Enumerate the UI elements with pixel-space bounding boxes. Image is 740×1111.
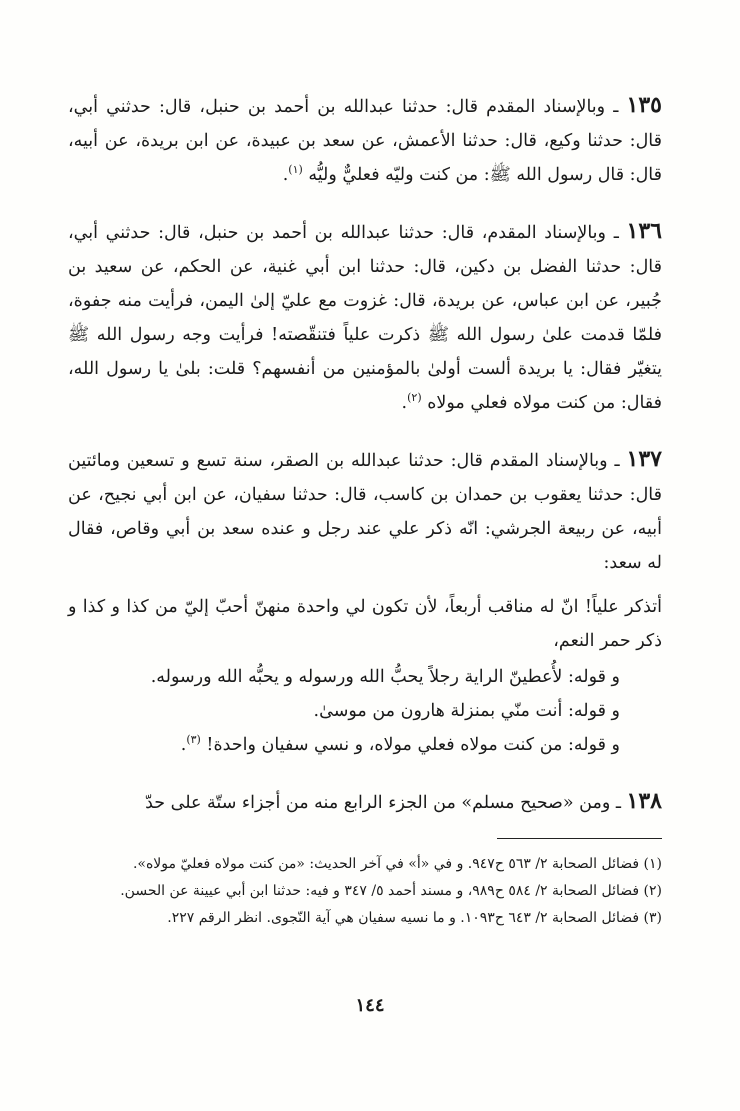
footnote: (١) فضائل الصحابة ٢/ ٥٦٣ ح٩٤٧. و في «أ» في آخر الحديث: «من كنت مولاه فعليّ مولاه».	[132, 856, 662, 872]
entry-text: ـ وبالإسناد المقدم قال: حدثنا عبدالله بن أحمد بن حنبل، قال: حدثني أبي، قال: حدثنا وكيع، قال: حدثنا الأعمش، عن سعد بن عبيدة، عن ابن بريدة، عن أبيه، قال: قال رسول الله ﷺ: من كنت وليّه فعليٌّ وليُّه	[68, 97, 662, 185]
entry-number: ١٣٨	[626, 788, 662, 814]
entry-text: ـ ومن «صحيح مسلم» من الجزء الرابع منه من أجزاء ستّة على حدّ	[145, 793, 621, 813]
footnote-ref: (١)	[288, 163, 303, 177]
entry-text: ـ وبالإسناد المقدم، قال: حدثنا عبدالله بن أحمد بن حنبل، قال: حدثني أبي، قال: حدثنا الفضل بن دكين، قال: حدثنا ابن أبي غنية، عن الحكم، عن سعيد بن جُبير، عن ابن عباس، عن بريدة، قال: غزوت مع عليّ إلىٰ اليمن، فرأيت منه جفوة، فلمّا قدمت علىٰ رسول الله ﷺ ذكرت علياً فتنقّصته! فرأيت وجه رسول الله ﷺ يتغيّر فقال: يا بريدة ألست أولىٰ بالمؤمنين من أنفسهم؟ قلت: بلىٰ يا رسول الله، فقال: من كنت مولاه فعلي مولاه	[68, 223, 662, 413]
entry-135: ١٣٥ ـ وبالإسناد المقدم قال: حدثنا عبدالله بن أحمد بن حنبل، قال: حدثني أبي، قال: حدثنا وكيع، قال: حدثنا الأعمش، عن سعد بن عبيدة، عن ابن بريدة، عن أبيه، قال: قال رسول الله ﷺ: من كنت وليّه فعليٌّ وليُّه $^{(١)}$.	[68, 92, 662, 185]
entry-text: ـ وبالإسناد المقدم قال: حدثنا عبدالله بن الصقر، سنة تسع و تسعين ومائتين قال: حدثنا يعقوب بن حمدان بن كاسب، قال: حدثنا سفيان، عن ابن أبي نجيح، عن أبيه، عن ربيعة الجرشي: انّه ذكر علي عند رجل و عنده سعد بن أبي وقاص، فقال له سعد:	[68, 451, 662, 573]
page-number: ١٤٤	[355, 995, 385, 1016]
entry-number: ١٣٦	[626, 218, 662, 244]
entry-137	[68, 442, 662, 580]
footnote: (٢) فضائل الصحابة ٢/ ٥٨٤ ح٩٨٩، و مسند أحمد ٥/ ٣٤٧ و فيه: حدثنا ابن أبي عيينة عن الحسن.	[120, 883, 662, 899]
footnote-ref: (٢)	[407, 391, 422, 405]
footnote-ref: (٣)	[186, 733, 201, 747]
quote-intro: أتذكر علياً! انّ له مناقب أربعاً، لأن تكون لي واحدة منهنّ أحبّ إليّ من كذا و كذا و ذكر حمر النعم،	[68, 597, 662, 651]
footnote-divider	[497, 838, 662, 839]
quote-line: و قوله: من كنت مولاه فعلي مولاه، و نسي سفيان واحدة! $^{(٣)}$.	[180, 733, 620, 755]
footnote: (٣) فضائل الصحابة ٢/ ٦٤٣ ح١٠٩٣. و ما نسيه سفيان هي آية النّجوى. انظر الرقم ٢٢٧.	[167, 910, 662, 926]
entry-number: ١٣٥	[626, 92, 662, 118]
entry-138	[68, 784, 662, 820]
entry-number: ١٣٧	[626, 446, 662, 472]
quote-line: و قوله: أنت منّي بمنزلة هارون من موسىٰ.	[313, 701, 620, 721]
entry-136: ١٣٦ ـ وبالإسناد المقدم، قال: حدثنا عبدالله بن أحمد بن حنبل، قال: حدثني أبي، قال: حدثنا الفضل بن دكين، قال: حدثنا ابن أبي غنية، عن الحكم، عن سعيد بن جُبير، عن ابن عباس، عن بريدة، قال: غزوت مع عليّ إلىٰ اليمن، فرأيت منه جفوة، فلمّا قدمت علىٰ رسول الله ﷺ ذكرت علياً فتنقّصته! فرأيت وجه رسول الله ﷺ يتغيّر فقال: يا بريدة ألست أولىٰ بالمؤمنين من أنفسهم؟ قلت: بلىٰ يا رسول الله، فقال: من كنت مولاه فعلي مولاه $^{(٢)}$.	[68, 218, 662, 413]
quote-line: و قوله: لأُعطينّ الراية رجلاً يحبُّ الله ورسوله و يحبُّه الله ورسوله.	[150, 667, 620, 687]
